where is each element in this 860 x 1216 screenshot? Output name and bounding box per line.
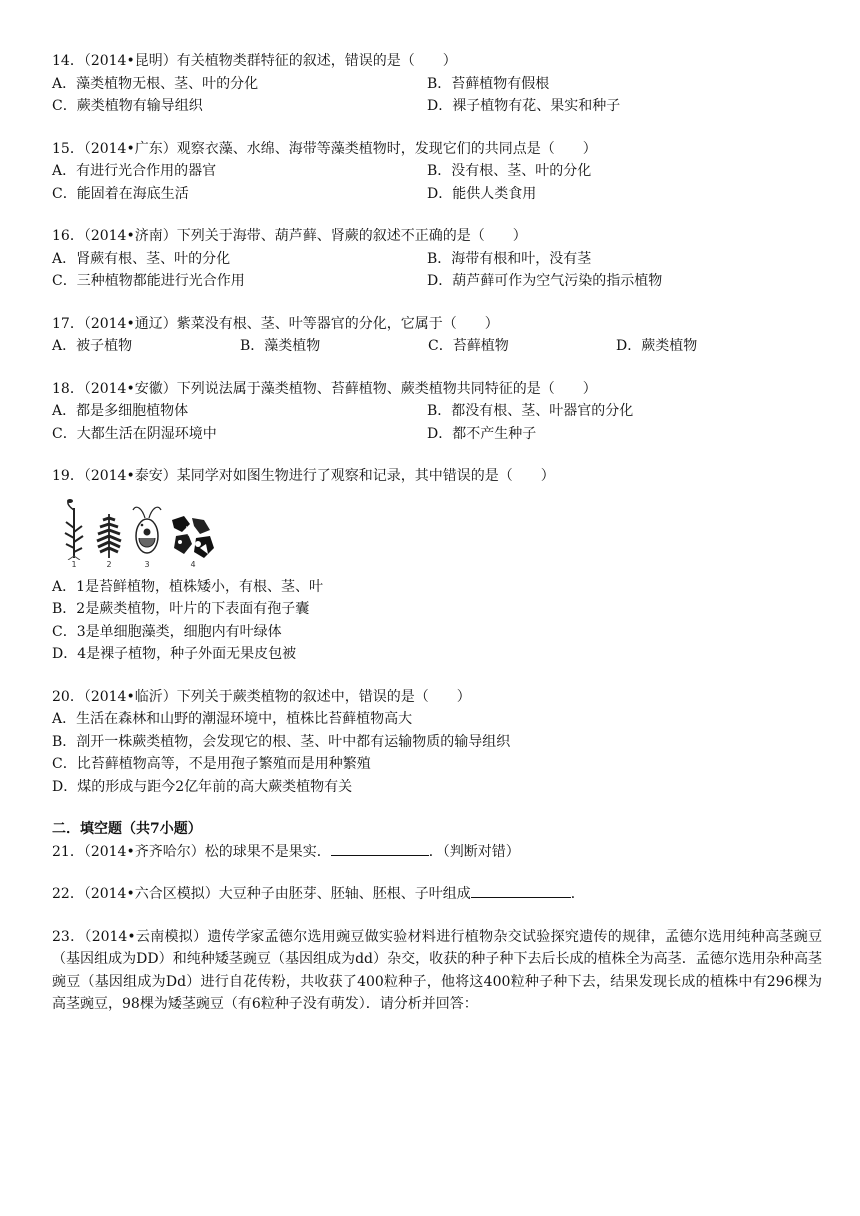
- option-a[interactable]: A．都是多细胞植物体: [52, 403, 189, 419]
- question-suffix: ．（判断对错）: [428, 843, 520, 860]
- option-d[interactable]: D．4是裸子植物，种子外面无果皮包被: [52, 646, 297, 662]
- option-c[interactable]: C．苔藓植物: [428, 338, 509, 354]
- question-stem: 18．（2014•安徽）下列说法属于藻类植物、苔藓植物、蕨类植物共同特征的是（ ）: [52, 380, 597, 397]
- organisms-figure: [60, 492, 822, 570]
- question-16: [52, 225, 822, 293]
- option-c[interactable]: C．3是单细胞藻类，细胞内有叶绿体: [52, 623, 282, 640]
- question-stem: 14．（2014•昆明）有关植物类群特征的叙述，错误的是（ ）: [52, 53, 457, 69]
- option-c[interactable]: C．比苔藓植物高等，不是用孢子繁殖而是用种繁殖: [52, 756, 371, 772]
- option-b[interactable]: B．都没有根、茎、叶器官的分化: [427, 403, 634, 419]
- figure-moss: [60, 498, 88, 570]
- moss-plant-icon: [60, 498, 88, 560]
- option-d[interactable]: D．裸子植物有花、果实和种子: [427, 98, 621, 114]
- question-20: [52, 686, 822, 799]
- seaweed-photo-icon: [170, 514, 216, 560]
- figure-label: 1: [71, 559, 77, 569]
- option-a[interactable]: A．有进行光合作用的器官: [52, 163, 217, 179]
- option-b[interactable]: B．藻类植物: [240, 338, 321, 354]
- option-d[interactable]: D．都不产生种子: [427, 425, 537, 442]
- fern-leaf-icon: [94, 510, 124, 560]
- option-a[interactable]: A．被子植物: [52, 338, 133, 354]
- figure-label: 3: [144, 559, 150, 569]
- question-22: [52, 883, 822, 906]
- option-d[interactable]: D．能供人类食用: [427, 185, 537, 202]
- option-a[interactable]: A．肾蕨有根、茎、叶的分化: [52, 250, 231, 267]
- option-c[interactable]: C．大都生活在阴湿环境中: [52, 425, 217, 442]
- option-d[interactable]: D．葫芦藓可作为空气污染的指示植物: [427, 273, 663, 289]
- question-18: [52, 378, 822, 446]
- answer-blank[interactable]: [331, 841, 429, 856]
- question-23: 23．（2014•云南模拟）遗传学家孟德尔选用豌豆做实验材料进行植物杂交试验探究遗传的规律，孟德尔选用纯种高茎豌豆（基因组成为DD）和纯种矮茎豌豆（基因组成为dd）杂交，收获的种子种下去后长成的植株全为高茎．孟德尔选用杂种高茎豌豆（基因组成为Dd）进行自花传粉，共收获了400粒种子，他将这400粒种子种下去，结果发现长成的植株中有296棵为高茎豌豆，98棵为矮茎豌豆（有6粒种子没有萌发）．请分析并回答：: [52, 928, 822, 1012]
- question-suffix: ．: [570, 886, 585, 902]
- question-stem: 17．（2014•通辽）紫菜没有根、茎、叶等器官的分化，它属于（ ）: [52, 315, 499, 332]
- question-stem: 16．（2014•济南）下列关于海带、葫芦藓、肾蕨的叙述不正确的是（ ）: [52, 228, 527, 244]
- question-15: [52, 138, 822, 206]
- figure-label: 2: [106, 559, 112, 569]
- question-17: [52, 313, 822, 358]
- answer-blank[interactable]: [471, 883, 571, 898]
- figure-chlamydomonas: [130, 498, 164, 570]
- worksheet-page: [52, 50, 822, 1016]
- option-b[interactable]: B．没有根、茎、叶的分化: [427, 163, 592, 179]
- option-a[interactable]: A．生活在森林和山野的潮湿环境中，植株比苔藓植物高大: [52, 711, 413, 727]
- option-d[interactable]: D．煤的形成与距今2亿年前的高大蕨类植物有关: [52, 778, 353, 795]
- option-c[interactable]: C．能固着在海底生活: [52, 185, 189, 202]
- question-14: [52, 50, 822, 118]
- option-c[interactable]: C．三种植物都能进行光合作用: [52, 273, 245, 289]
- option-b[interactable]: B．海带有根和叶，没有茎: [427, 250, 592, 267]
- option-b[interactable]: B．剖开一株蕨类植物，会发现它的根、茎、叶中都有运输物质的输导组织: [52, 733, 511, 750]
- option-b[interactable]: B．苔藓植物有假根: [427, 75, 550, 92]
- question-19: [52, 465, 822, 666]
- option-a[interactable]: A．藻类植物无根、茎、叶的分化: [52, 75, 259, 92]
- question-stem: 20．（2014•临沂）下列关于蕨类植物的叙述中，错误的是（ ）: [52, 688, 471, 705]
- figure-seaweed: [170, 514, 216, 570]
- figure-fern: [94, 510, 124, 570]
- question-text: 21．（2014•齐齐哈尔）松的球果不是果实．: [52, 843, 331, 860]
- question-stem: 15．（2014•广东）观察衣藻、水绵、海带等藻类植物时，发现它们的共同点是（ ）: [52, 140, 597, 157]
- figure-label: 4: [190, 559, 196, 569]
- single-cell-alga-icon: [130, 498, 164, 560]
- question-text: 22．（2014•六合区模拟）大豆种子由胚芽、胚轴、胚根、子叶组成: [52, 886, 471, 902]
- option-d[interactable]: D．蕨类植物: [616, 338, 698, 354]
- option-b[interactable]: B．2是蕨类植物，叶片的下表面有孢子囊: [52, 601, 310, 617]
- question-stem: 19．（2014•泰安）某同学对如图生物进行了观察和记录，其中错误的是（ ）: [52, 468, 555, 484]
- option-a[interactable]: A．1是苔鲜植物，植株矮小，有根、茎、叶: [52, 578, 324, 595]
- section-heading: 二．填空题（共7小题）: [52, 821, 202, 837]
- option-c[interactable]: C．蕨类植物有输导组织: [52, 98, 203, 114]
- question-21: [52, 841, 822, 864]
